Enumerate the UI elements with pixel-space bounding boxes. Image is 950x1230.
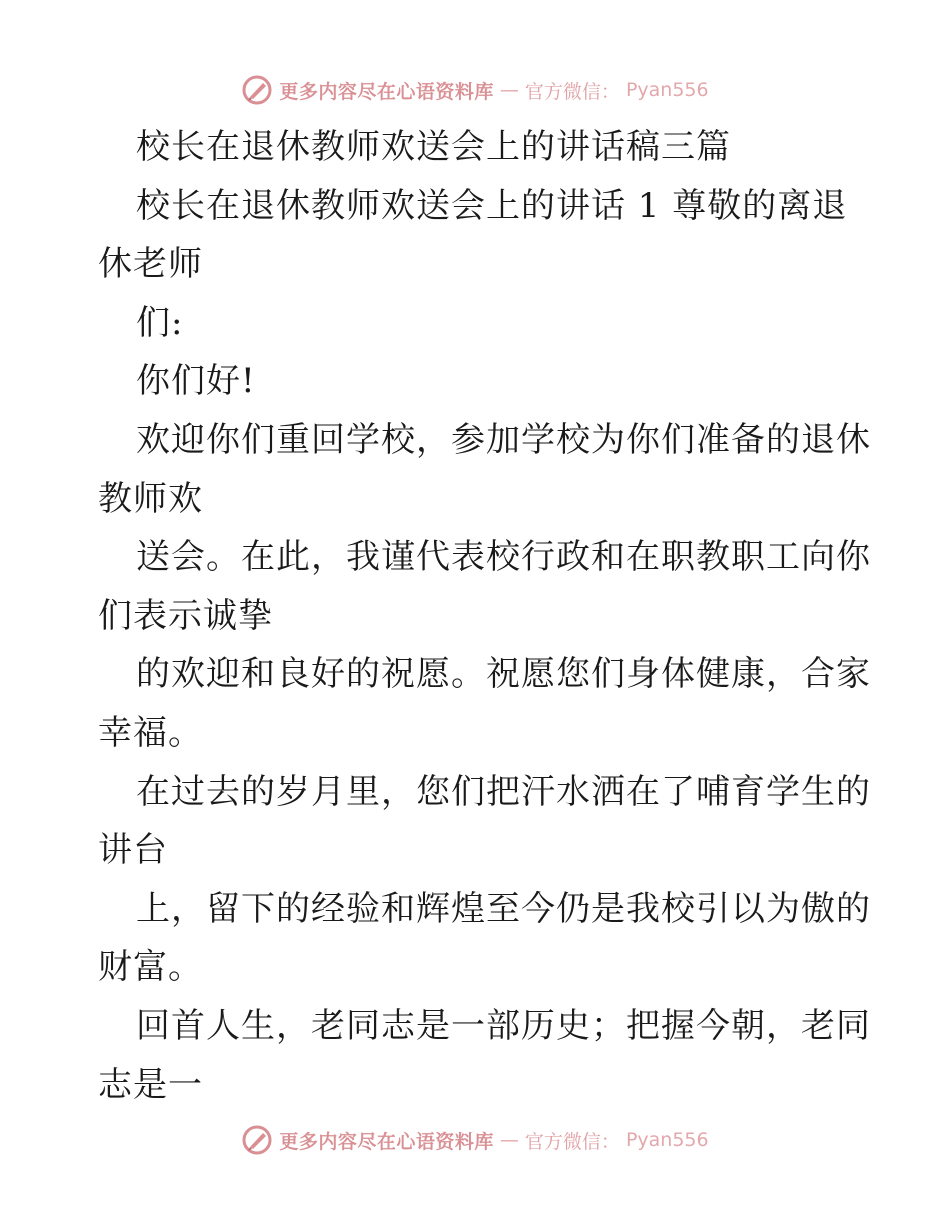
footer-watermark xyxy=(0,1120,950,1160)
text-line: 休老师 xyxy=(98,244,203,285)
watermark-separator: — xyxy=(499,79,519,101)
document-body xyxy=(98,118,871,1114)
text-line: 回首人生，老同志是一部历史；把握今朝，老同 xyxy=(136,1005,871,1046)
text-line: 们: xyxy=(136,302,184,343)
text-line: 在过去的岁月里，您们把汗水洒在了哺育学生的 xyxy=(136,771,871,812)
text-line: 校长在退休教师欢送会上的讲话 1 尊敬的离退 xyxy=(136,185,848,226)
watermark-channel: 官方微信： xyxy=(524,80,620,103)
watermark-brand: 更多内容尽在心语资料库 xyxy=(279,1130,494,1153)
text-line: 讲台 xyxy=(98,830,168,871)
quill-seal-icon xyxy=(241,1124,273,1156)
text-line: 志是一 xyxy=(98,1064,203,1105)
text-line: 们表示诚挚 xyxy=(98,595,273,636)
watermark-separator: — xyxy=(499,1129,519,1151)
text-line: 的欢迎和良好的祝愿。祝愿您们身体健康，合家 xyxy=(136,654,871,695)
document-title: 校长在退休教师欢送会上的讲话稿三篇 xyxy=(136,127,731,167)
watermark-channel: 官方微信： xyxy=(524,1130,620,1153)
watermark-account: Pyan556 xyxy=(625,79,709,101)
text-line: 幸福。 xyxy=(98,712,203,753)
text-line: 财富。 xyxy=(98,947,203,988)
text-line: 上，留下的经验和辉煌至今仍是我校引以为傲的 xyxy=(136,888,871,929)
watermark-account: Pyan556 xyxy=(625,1129,709,1151)
text-line: 欢迎你们重回学校，参加学校为你们准备的退休 xyxy=(136,419,871,460)
watermark-brand: 更多内容尽在心语资料库 xyxy=(279,80,494,103)
header-watermark xyxy=(0,70,950,110)
text-line: 送会。在此，我谨代表校行政和在职教职工向你 xyxy=(136,537,871,578)
text-line: 教师欢 xyxy=(98,478,203,519)
quill-seal-icon xyxy=(241,74,273,106)
text-line: 你们好! xyxy=(136,361,256,402)
